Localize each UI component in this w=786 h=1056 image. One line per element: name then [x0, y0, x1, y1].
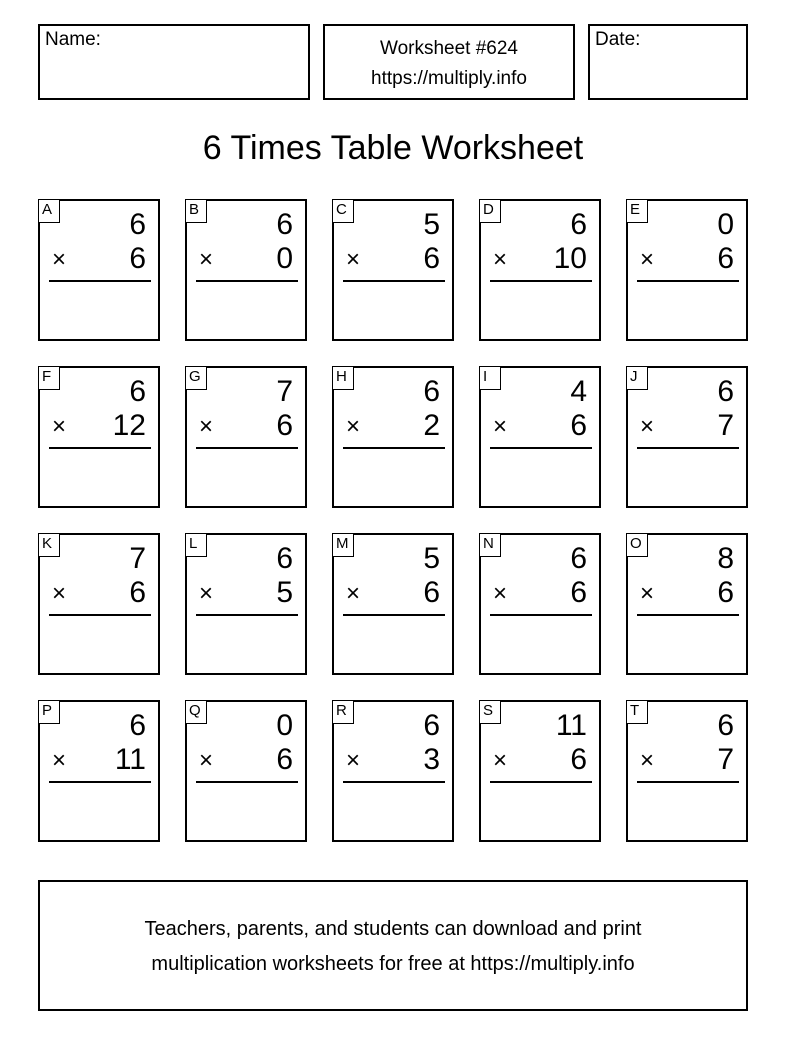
- multiplier: 0: [276, 242, 293, 275]
- problem-label: C: [332, 199, 354, 223]
- multiplier: 6: [129, 576, 146, 609]
- multiplier: 6: [570, 409, 587, 442]
- problem-label: B: [185, 199, 207, 223]
- problem-card: [626, 700, 748, 842]
- problem-label: L: [185, 533, 207, 557]
- answer-line: [196, 781, 298, 783]
- multiplier: 6: [129, 242, 146, 275]
- multiplicand: 0: [276, 709, 293, 742]
- multiplicand: 6: [276, 542, 293, 575]
- problem-card: [185, 700, 307, 842]
- answer-line: [49, 447, 151, 449]
- problem-card: [332, 199, 454, 341]
- multiplier: 11: [114, 743, 146, 776]
- multiplier: 10: [553, 242, 587, 275]
- multiplicand: 11: [555, 709, 587, 742]
- answer-line: [490, 781, 592, 783]
- date-box: [588, 24, 748, 100]
- problem-label: F: [38, 366, 60, 390]
- multiplicand: 6: [717, 375, 734, 408]
- multiplier: 7: [717, 409, 734, 442]
- problem-label: O: [626, 533, 648, 557]
- times-sign: ×: [640, 747, 655, 774]
- answer-line: [49, 280, 151, 282]
- answer-line: [196, 280, 298, 282]
- times-sign: ×: [346, 246, 361, 273]
- problem-card: [38, 199, 160, 341]
- times-sign: ×: [199, 580, 214, 607]
- problem-card: [185, 366, 307, 508]
- times-sign: ×: [199, 747, 214, 774]
- multiplicand: 6: [423, 375, 440, 408]
- problem-card: [38, 366, 160, 508]
- problem-card: [332, 533, 454, 675]
- multiplicand: 7: [276, 375, 293, 408]
- problem-label: E: [626, 199, 648, 223]
- page-title: 6 Times Table Worksheet: [202, 129, 584, 167]
- times-sign: ×: [52, 580, 67, 607]
- answer-line: [637, 781, 739, 783]
- problem-card: [332, 700, 454, 842]
- footer-line-1: Teachers, parents, and students can download and print: [144, 918, 642, 940]
- answer-line: [49, 614, 151, 616]
- multiplicand: 6: [570, 208, 587, 241]
- multiplier: 6: [717, 242, 734, 275]
- answer-line: [343, 280, 445, 282]
- problem-label: P: [38, 700, 60, 724]
- multiplier: 6: [423, 576, 440, 609]
- name-label: Name:: [45, 29, 101, 50]
- times-sign: ×: [52, 747, 67, 774]
- multiplicand: 6: [570, 542, 587, 575]
- worksheet-number: Worksheet #624: [379, 38, 518, 59]
- name-box: [38, 24, 310, 100]
- multiplier: 3: [423, 743, 440, 776]
- problem-label: K: [38, 533, 60, 557]
- problem-label: S: [479, 700, 501, 724]
- problem-label: H: [332, 366, 354, 390]
- problem-label: J: [626, 366, 648, 390]
- multiplicand: 0: [717, 208, 734, 241]
- problem-label: R: [332, 700, 354, 724]
- problem-card: [185, 199, 307, 341]
- multiplicand: 4: [570, 375, 587, 408]
- multiplicand: 6: [129, 208, 146, 241]
- multiplier: 6: [717, 576, 734, 609]
- multiplicand: 6: [276, 208, 293, 241]
- problem-card: [626, 199, 748, 341]
- date-label: Date:: [595, 29, 641, 50]
- multiplicand: 5: [423, 542, 440, 575]
- problem-card: [332, 366, 454, 508]
- multiplicand: 5: [423, 208, 440, 241]
- answer-line: [637, 447, 739, 449]
- multiplicand: 6: [423, 709, 440, 742]
- answer-line: [637, 614, 739, 616]
- problem-label: M: [332, 533, 354, 557]
- multiplier: 6: [276, 743, 293, 776]
- problem-label: I: [479, 366, 501, 390]
- multiplier: 12: [112, 409, 146, 442]
- problem-label: Q: [185, 700, 207, 724]
- multiplicand: 6: [129, 709, 146, 742]
- answer-line: [196, 614, 298, 616]
- times-sign: ×: [493, 580, 508, 607]
- problem-card: [479, 199, 601, 341]
- problem-label: G: [185, 366, 207, 390]
- multiplicand: 8: [717, 542, 734, 575]
- problem-label: D: [479, 199, 501, 223]
- answer-line: [196, 447, 298, 449]
- problem-card: [479, 533, 601, 675]
- problem-card: [626, 533, 748, 675]
- times-sign: ×: [199, 413, 214, 440]
- times-sign: ×: [640, 580, 655, 607]
- times-sign: ×: [346, 413, 361, 440]
- times-sign: ×: [52, 413, 67, 440]
- problem-label: T: [626, 700, 648, 724]
- multiplicand: 6: [717, 709, 734, 742]
- footer-box: [38, 880, 748, 1011]
- problem-card: [479, 700, 601, 842]
- multiplier: 5: [276, 576, 293, 609]
- multiplier: 6: [423, 242, 440, 275]
- problem-label: A: [38, 199, 60, 223]
- multiplier: 6: [276, 409, 293, 442]
- times-sign: ×: [52, 246, 67, 273]
- multiplicand: 7: [129, 542, 146, 575]
- answer-line: [490, 614, 592, 616]
- problem-card: [38, 533, 160, 675]
- multiplicand: 6: [129, 375, 146, 408]
- answer-line: [490, 447, 592, 449]
- problem-label: N: [479, 533, 501, 557]
- problem-card: [626, 366, 748, 508]
- answer-line: [490, 280, 592, 282]
- answer-line: [49, 781, 151, 783]
- multiplier: 6: [570, 743, 587, 776]
- times-sign: ×: [640, 246, 655, 273]
- times-sign: ×: [346, 580, 361, 607]
- times-sign: ×: [346, 747, 361, 774]
- problem-card: [38, 700, 160, 842]
- answer-line: [343, 781, 445, 783]
- multiplier: 2: [423, 409, 440, 442]
- times-sign: ×: [199, 246, 214, 273]
- times-sign: ×: [493, 747, 508, 774]
- multiplier: 7: [717, 743, 734, 776]
- footer-line-2: multiplication worksheets for free at https://multiply.info: [151, 953, 635, 975]
- answer-line: [343, 614, 445, 616]
- worksheet-url: https://multiply.info: [371, 68, 527, 89]
- times-sign: ×: [640, 413, 655, 440]
- worksheet-info-box: [323, 24, 575, 100]
- multiplier: 6: [570, 576, 587, 609]
- problem-card: [479, 366, 601, 508]
- problem-card: [185, 533, 307, 675]
- answer-line: [343, 447, 445, 449]
- answer-line: [637, 280, 739, 282]
- times-sign: ×: [493, 246, 508, 273]
- times-sign: ×: [493, 413, 508, 440]
